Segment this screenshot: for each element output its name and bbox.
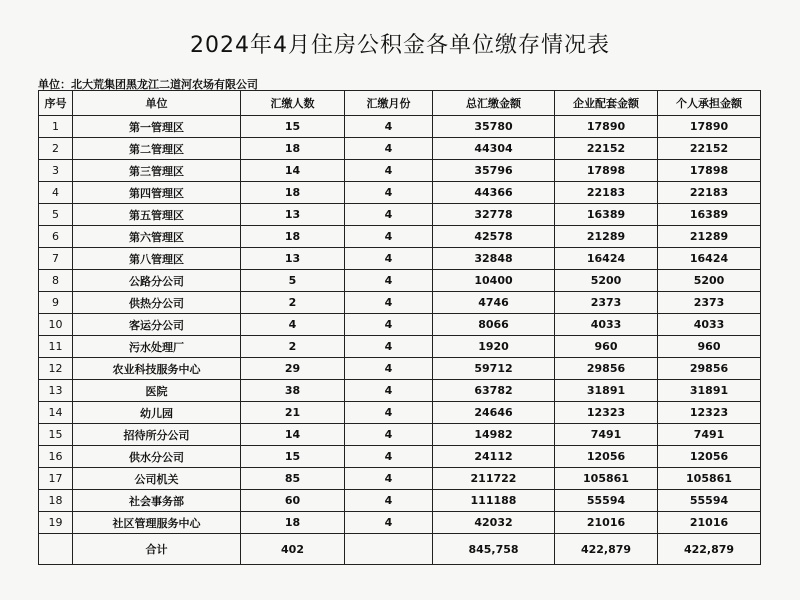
- row-total: 59712: [433, 358, 555, 380]
- row-index: 12: [39, 358, 73, 380]
- row-personal: 4033: [658, 314, 761, 336]
- row-personal: 55594: [658, 490, 761, 512]
- row-month: 4: [345, 490, 433, 512]
- row-company: 4033: [555, 314, 658, 336]
- row-month: 4: [345, 380, 433, 402]
- row-index: 8: [39, 270, 73, 292]
- row-people: 13: [241, 204, 345, 226]
- row-month: 4: [345, 314, 433, 336]
- table-row: [39, 116, 761, 138]
- table-row: [39, 490, 761, 512]
- row-month: 4: [345, 424, 433, 446]
- row-unit-name: 第四管理区: [73, 182, 241, 204]
- row-company: 17890: [555, 116, 658, 138]
- row-total: 32848: [433, 248, 555, 270]
- row-unit-name: 社会事务部: [73, 490, 241, 512]
- row-company: 16424: [555, 248, 658, 270]
- row-month: 4: [345, 204, 433, 226]
- unit-label: 单位：北大荒集团黑龙江二道河农场有限公司: [38, 78, 258, 91]
- row-personal: 17898: [658, 160, 761, 182]
- table-row: [39, 336, 761, 358]
- row-total: 44366: [433, 182, 555, 204]
- total-amount: 845,758: [433, 534, 555, 565]
- row-personal: 12323: [658, 402, 761, 424]
- table-row: [39, 314, 761, 336]
- row-company: 7491: [555, 424, 658, 446]
- row-total: 8066: [433, 314, 555, 336]
- table-row: [39, 270, 761, 292]
- row-index: 3: [39, 160, 73, 182]
- row-personal: 16389: [658, 204, 761, 226]
- row-company: 12323: [555, 402, 658, 424]
- row-index: 1: [39, 116, 73, 138]
- row-index: 9: [39, 292, 73, 314]
- row-people: 2: [241, 336, 345, 358]
- row-people: 18: [241, 138, 345, 160]
- row-unit-name: 第三管理区: [73, 160, 241, 182]
- row-company: 22152: [555, 138, 658, 160]
- header-personal: 个人承担金额: [658, 91, 761, 116]
- row-index: 7: [39, 248, 73, 270]
- row-personal: 2373: [658, 292, 761, 314]
- table-row: [39, 358, 761, 380]
- row-index: 13: [39, 380, 73, 402]
- row-company: 21016: [555, 512, 658, 534]
- row-unit-name: 供热分公司: [73, 292, 241, 314]
- header-month: 汇缴月份: [345, 91, 433, 116]
- row-people: 21: [241, 402, 345, 424]
- row-total: 1920: [433, 336, 555, 358]
- row-unit-name: 第一管理区: [73, 116, 241, 138]
- table-row: [39, 292, 761, 314]
- header-people: 汇缴人数: [241, 91, 345, 116]
- table-row: [39, 204, 761, 226]
- row-unit-name: 供水分公司: [73, 446, 241, 468]
- row-index: 11: [39, 336, 73, 358]
- row-company: 21289: [555, 226, 658, 248]
- table-row: [39, 160, 761, 182]
- row-total: 211722: [433, 468, 555, 490]
- table-row: [39, 380, 761, 402]
- row-index: 17: [39, 468, 73, 490]
- row-total: 14982: [433, 424, 555, 446]
- row-index: 15: [39, 424, 73, 446]
- row-people: 85: [241, 468, 345, 490]
- row-unit-name: 公路分公司: [73, 270, 241, 292]
- row-month: 4: [345, 160, 433, 182]
- table-row: [39, 424, 761, 446]
- row-total: 24112: [433, 446, 555, 468]
- row-month: 4: [345, 116, 433, 138]
- row-index: 10: [39, 314, 73, 336]
- header-index: 序号: [39, 91, 73, 116]
- row-total: 35796: [433, 160, 555, 182]
- row-month: 4: [345, 358, 433, 380]
- row-personal: 7491: [658, 424, 761, 446]
- row-personal: 17890: [658, 116, 761, 138]
- row-personal: 960: [658, 336, 761, 358]
- row-personal: 22183: [658, 182, 761, 204]
- table-row: [39, 512, 761, 534]
- row-month: 4: [345, 336, 433, 358]
- table-header-row: [39, 91, 761, 116]
- row-total: 32778: [433, 204, 555, 226]
- row-people: 18: [241, 226, 345, 248]
- row-people: 29: [241, 358, 345, 380]
- total-row: [39, 534, 761, 565]
- header-total: 总汇缴金额: [433, 91, 555, 116]
- total-people: 402: [241, 534, 345, 565]
- row-company: 55594: [555, 490, 658, 512]
- row-personal: 105861: [658, 468, 761, 490]
- row-index: 6: [39, 226, 73, 248]
- row-unit-name: 农业科技服务中心: [73, 358, 241, 380]
- row-people: 15: [241, 116, 345, 138]
- row-company: 12056: [555, 446, 658, 468]
- row-people: 18: [241, 512, 345, 534]
- row-people: 4: [241, 314, 345, 336]
- header-unit: 单位: [73, 91, 241, 116]
- row-index: 18: [39, 490, 73, 512]
- total-label: 合计: [73, 534, 241, 565]
- row-index: 4: [39, 182, 73, 204]
- row-company: 960: [555, 336, 658, 358]
- row-people: 14: [241, 424, 345, 446]
- row-month: 4: [345, 270, 433, 292]
- row-unit-name: 医院: [73, 380, 241, 402]
- row-unit-name: 客运分公司: [73, 314, 241, 336]
- row-people: 18: [241, 182, 345, 204]
- row-people: 2: [241, 292, 345, 314]
- row-personal: 21289: [658, 226, 761, 248]
- row-company: 22183: [555, 182, 658, 204]
- row-total: 44304: [433, 138, 555, 160]
- table-row: [39, 446, 761, 468]
- row-people: 38: [241, 380, 345, 402]
- row-company: 105861: [555, 468, 658, 490]
- row-company: 2373: [555, 292, 658, 314]
- row-month: 4: [345, 182, 433, 204]
- table-row: [39, 182, 761, 204]
- row-personal: 31891: [658, 380, 761, 402]
- row-index: 2: [39, 138, 73, 160]
- row-index: 14: [39, 402, 73, 424]
- row-personal: 12056: [658, 446, 761, 468]
- row-unit-name: 第六管理区: [73, 226, 241, 248]
- row-month: 4: [345, 248, 433, 270]
- row-people: 5: [241, 270, 345, 292]
- table-row: [39, 248, 761, 270]
- row-month: 4: [345, 292, 433, 314]
- row-personal: 5200: [658, 270, 761, 292]
- row-people: 13: [241, 248, 345, 270]
- row-unit-name: 第五管理区: [73, 204, 241, 226]
- page-title: 2024年4月住房公积金各单位缴存情况表: [190, 33, 610, 58]
- row-company: 17898: [555, 160, 658, 182]
- row-index: 16: [39, 446, 73, 468]
- row-total: 24646: [433, 402, 555, 424]
- row-unit-name: 幼儿园: [73, 402, 241, 424]
- row-month: 4: [345, 468, 433, 490]
- row-month: 4: [345, 446, 433, 468]
- row-unit-name: 污水处理厂: [73, 336, 241, 358]
- row-company: 5200: [555, 270, 658, 292]
- row-month: 4: [345, 226, 433, 248]
- total-personal: 422,879: [658, 534, 761, 565]
- row-unit-name: 公司机关: [73, 468, 241, 490]
- total-month: [345, 534, 433, 565]
- table-row: [39, 402, 761, 424]
- contribution-table: [38, 90, 761, 565]
- row-total: 4746: [433, 292, 555, 314]
- table-row: [39, 226, 761, 248]
- row-unit-name: 第二管理区: [73, 138, 241, 160]
- row-personal: 29856: [658, 358, 761, 380]
- row-company: 31891: [555, 380, 658, 402]
- row-personal: 16424: [658, 248, 761, 270]
- total-index: [39, 534, 73, 565]
- row-index: 19: [39, 512, 73, 534]
- header-company: 企业配套金额: [555, 91, 658, 116]
- row-month: 4: [345, 512, 433, 534]
- table-row: [39, 138, 761, 160]
- row-month: 4: [345, 138, 433, 160]
- row-total: 42032: [433, 512, 555, 534]
- row-total: 35780: [433, 116, 555, 138]
- row-company: 29856: [555, 358, 658, 380]
- table-row: [39, 468, 761, 490]
- row-month: 4: [345, 402, 433, 424]
- row-unit-name: 招待所分公司: [73, 424, 241, 446]
- row-total: 42578: [433, 226, 555, 248]
- row-people: 60: [241, 490, 345, 512]
- row-total: 63782: [433, 380, 555, 402]
- row-personal: 22152: [658, 138, 761, 160]
- row-total: 111188: [433, 490, 555, 512]
- row-unit-name: 第八管理区: [73, 248, 241, 270]
- row-people: 14: [241, 160, 345, 182]
- row-index: 5: [39, 204, 73, 226]
- row-company: 16389: [555, 204, 658, 226]
- row-people: 15: [241, 446, 345, 468]
- row-total: 10400: [433, 270, 555, 292]
- row-personal: 21016: [658, 512, 761, 534]
- row-unit-name: 社区管理服务中心: [73, 512, 241, 534]
- total-company: 422,879: [555, 534, 658, 565]
